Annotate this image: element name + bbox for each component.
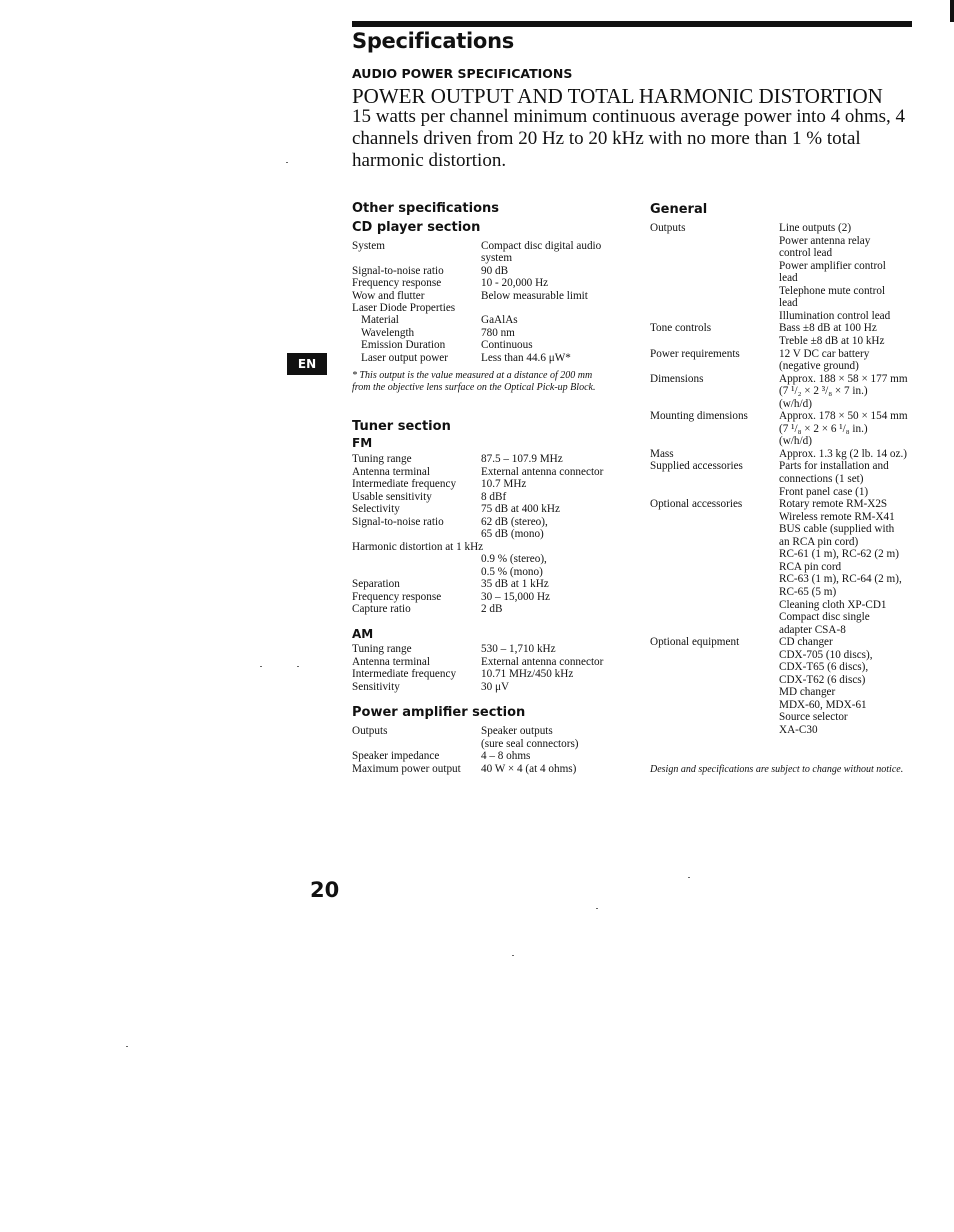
- spec-value: (w/h/d): [779, 397, 812, 410]
- other-specs-heading: Other specifications: [352, 201, 500, 216]
- spec-value: Cleaning cloth XP-CD1: [779, 598, 887, 611]
- scan-speck: [286, 162, 288, 163]
- spec-value: External antenna connector: [481, 465, 604, 478]
- spec-label: Optional accessories: [650, 498, 743, 511]
- scan-speck: [126, 1046, 128, 1047]
- general-heading: General: [650, 202, 708, 217]
- laser-footnote: * This output is the value measured at a distance of 200 mm from the objective lens surface on the Optical Pick-up Block.: [352, 370, 596, 393]
- page-title: Specifications: [352, 29, 514, 53]
- spec-value: 75 dB at 400 kHz: [481, 503, 560, 515]
- spec-value: (negative ground): [779, 360, 859, 373]
- language-tab: EN: [287, 353, 327, 375]
- fm-heading: FM: [352, 436, 373, 450]
- spec-value: External antenna connector: [481, 655, 604, 668]
- spec-value: RC-61 (1 m), RC-62 (2 m): [779, 548, 899, 561]
- spec-value: (7 ¹/₂ × 2 ³/₈ × 7 in.): [779, 385, 868, 398]
- spec-value: Telephone mute control: [779, 284, 886, 297]
- spec-value: XA-C30: [779, 724, 818, 736]
- spec-value: Power antenna relay: [779, 234, 871, 247]
- cd-section-heading: CD player section: [352, 220, 481, 235]
- spec-value: 35 dB at 1 kHz: [481, 578, 549, 590]
- spec-value: Wireless remote RM-X41: [779, 510, 895, 523]
- spec-label: Signal-to-noise ratio: [352, 264, 444, 277]
- spec-value: CDX-T65 (6 discs),: [779, 661, 869, 674]
- spec-label: Outputs: [352, 725, 388, 737]
- spec-value: RC-65 (5 m): [779, 585, 837, 598]
- spec-label: Speaker impedance: [352, 750, 440, 762]
- spec-label: Optional equipment: [650, 636, 740, 649]
- spec-value: RCA pin cord: [779, 560, 842, 573]
- spec-value: Speaker outputs: [481, 725, 553, 737]
- spec-label: Emission Duration: [361, 339, 446, 352]
- spec-value: 65 dB (mono): [481, 528, 544, 540]
- spec-value: (sure seal connectors): [481, 737, 579, 750]
- power-output-text: 15 watts per channel minimum continuous average power into 4 ohms, 4 channels driven from 20 Hz to 20 kHz with no more than 1 % total harmonic distortion.: [352, 106, 905, 171]
- spec-label: Mass: [650, 447, 674, 460]
- spec-value: 10.7 MHz: [481, 478, 527, 490]
- spec-value: 8 dBf: [481, 490, 507, 503]
- spec-value: BUS cable (supplied with: [779, 523, 895, 536]
- spec-label: System: [352, 240, 385, 252]
- spec-value: (w/h/d): [779, 435, 812, 448]
- spec-value: Less than 44.6 μW*: [481, 351, 571, 364]
- spec-value: RC-63 (1 m), RC-64 (2 m),: [779, 573, 902, 586]
- spec-label: Antenna terminal: [352, 465, 430, 478]
- spec-label: Wow and flutter: [352, 289, 425, 302]
- spec-label: Supplied accessories: [650, 460, 743, 473]
- spec-value: lead: [779, 297, 798, 310]
- spec-value: Approx. 1.3 kg (2 lb. 14 oz.): [779, 447, 908, 460]
- spec-label: Laser Diode Properties: [352, 302, 456, 314]
- spec-label: Intermediate frequency: [352, 478, 457, 490]
- spec-label: Intermediate frequency: [352, 668, 457, 680]
- spec-value: CDX-T62 (6 discs): [779, 673, 866, 686]
- spec-value: MD changer: [779, 686, 836, 699]
- spec-value: connections (1 set): [779, 473, 864, 485]
- spec-label: Tuning range: [352, 643, 412, 655]
- spec-label: Usable sensitivity: [352, 490, 432, 503]
- scan-speck: [688, 877, 690, 878]
- spec-value: Parts for installation and: [779, 460, 889, 473]
- page-edge-mark: [950, 0, 954, 22]
- spec-label: Sensitivity: [352, 680, 400, 693]
- power-output-heading: POWER OUTPUT AND TOTAL HARMONIC DISTORTION: [352, 84, 883, 108]
- spec-label: Power requirements: [650, 347, 740, 360]
- tuner-section-heading: Tuner section: [352, 419, 451, 434]
- spec-value: Source selector: [779, 711, 848, 724]
- design-note: Design and specifications are subject to change without notice.: [650, 764, 904, 775]
- spec-value: 780 nm: [481, 326, 515, 339]
- page-number: 20: [310, 878, 340, 902]
- spec-value: 2 dB: [481, 603, 503, 615]
- spec-value: Power amplifier control: [779, 259, 886, 272]
- spec-value: CDX-705 (10 discs),: [779, 648, 873, 661]
- spec-value: 30 – 15,000 Hz: [481, 590, 550, 603]
- spec-value: 4 – 8 ohms: [481, 750, 531, 762]
- spec-value: 90 dB: [481, 264, 509, 277]
- scan-speck: [260, 666, 262, 667]
- scan-speck: [297, 666, 299, 667]
- spec-label: Tuning range: [352, 453, 412, 465]
- spec-value: CD changer: [779, 636, 833, 649]
- spec-value: 30 μV: [481, 680, 510, 693]
- spec-value: 40 W × 4 (at 4 ohms): [481, 762, 577, 775]
- spec-value: Continuous: [481, 339, 533, 352]
- spec-value: 10.71 MHz/450 kHz: [481, 668, 574, 680]
- spec-value: adapter CSA-8: [779, 623, 846, 636]
- spec-value: 12 V DC car battery: [779, 347, 870, 360]
- spec-value: Line outputs (2): [779, 222, 852, 234]
- audio-power-heading: AUDIO POWER SPECIFICATIONS: [352, 66, 573, 81]
- spec-label: Outputs: [650, 222, 686, 234]
- spec-label: Wavelength: [361, 326, 415, 339]
- amp-section-heading: Power amplifier section: [352, 705, 526, 720]
- spec-value: MDX-60, MDX-61: [779, 698, 867, 711]
- spec-value: Compact disc single: [779, 611, 870, 624]
- spec-label: Dimensions: [650, 372, 704, 385]
- spec-value: system: [481, 252, 513, 265]
- spec-label: Tone controls: [650, 322, 712, 335]
- spec-label: Antenna terminal: [352, 655, 430, 668]
- spec-label: Laser output power: [361, 351, 448, 364]
- spec-value: 62 dB (stereo),: [481, 515, 548, 528]
- spec-label: Separation: [352, 578, 400, 590]
- spec-value: control lead: [779, 247, 833, 260]
- spec-value: GaAlAs: [481, 314, 518, 327]
- spec-value: 0.5 % (mono): [481, 565, 543, 578]
- spec-label: Mounting dimensions: [650, 410, 748, 423]
- spec-value: Rotary remote RM-X2S: [779, 498, 888, 511]
- am-heading: AM: [352, 627, 374, 641]
- spec-label: Frequency response: [352, 590, 442, 603]
- spec-value: lead: [779, 272, 798, 285]
- spec-value: Illumination control lead: [779, 309, 891, 322]
- scan-speck: [512, 955, 514, 956]
- spec-label: Maximum power output: [352, 762, 461, 775]
- spec-value: 87.5 – 107.9 MHz: [481, 453, 563, 465]
- spec-value: an RCA pin cord): [779, 535, 859, 548]
- spec-label: Material: [361, 314, 399, 327]
- spec-label: Signal-to-noise ratio: [352, 515, 444, 528]
- spec-label: Selectivity: [352, 503, 400, 515]
- scan-speck: [596, 908, 598, 909]
- spec-value: Approx. 188 × 58 × 177 mm: [779, 372, 908, 385]
- spec-value: Bass ±8 dB at 100 Hz: [779, 322, 877, 335]
- spec-value: Below measurable limit: [481, 289, 588, 302]
- spec-label: Frequency response: [352, 277, 442, 290]
- spec-label: Capture ratio: [352, 603, 411, 615]
- spec-value: 0.9 % (stereo),: [481, 553, 547, 565]
- spec-value: Front panel case (1): [779, 485, 869, 498]
- spec-label: Harmonic distortion at 1 kHz: [352, 540, 484, 553]
- spec-value: Approx. 178 × 50 × 154 mm: [779, 410, 908, 423]
- spec-value: 10 - 20,000 Hz: [481, 277, 549, 290]
- spec-value: 530 – 1,710 kHz: [481, 643, 556, 655]
- spec-value: (7 ¹/₈ × 2 × 6 ¹/₈ in.): [779, 422, 868, 435]
- header-rule: [352, 21, 912, 27]
- spec-value: Treble ±8 dB at 10 kHz: [779, 334, 885, 347]
- spec-value: Compact disc digital audio: [481, 240, 602, 252]
